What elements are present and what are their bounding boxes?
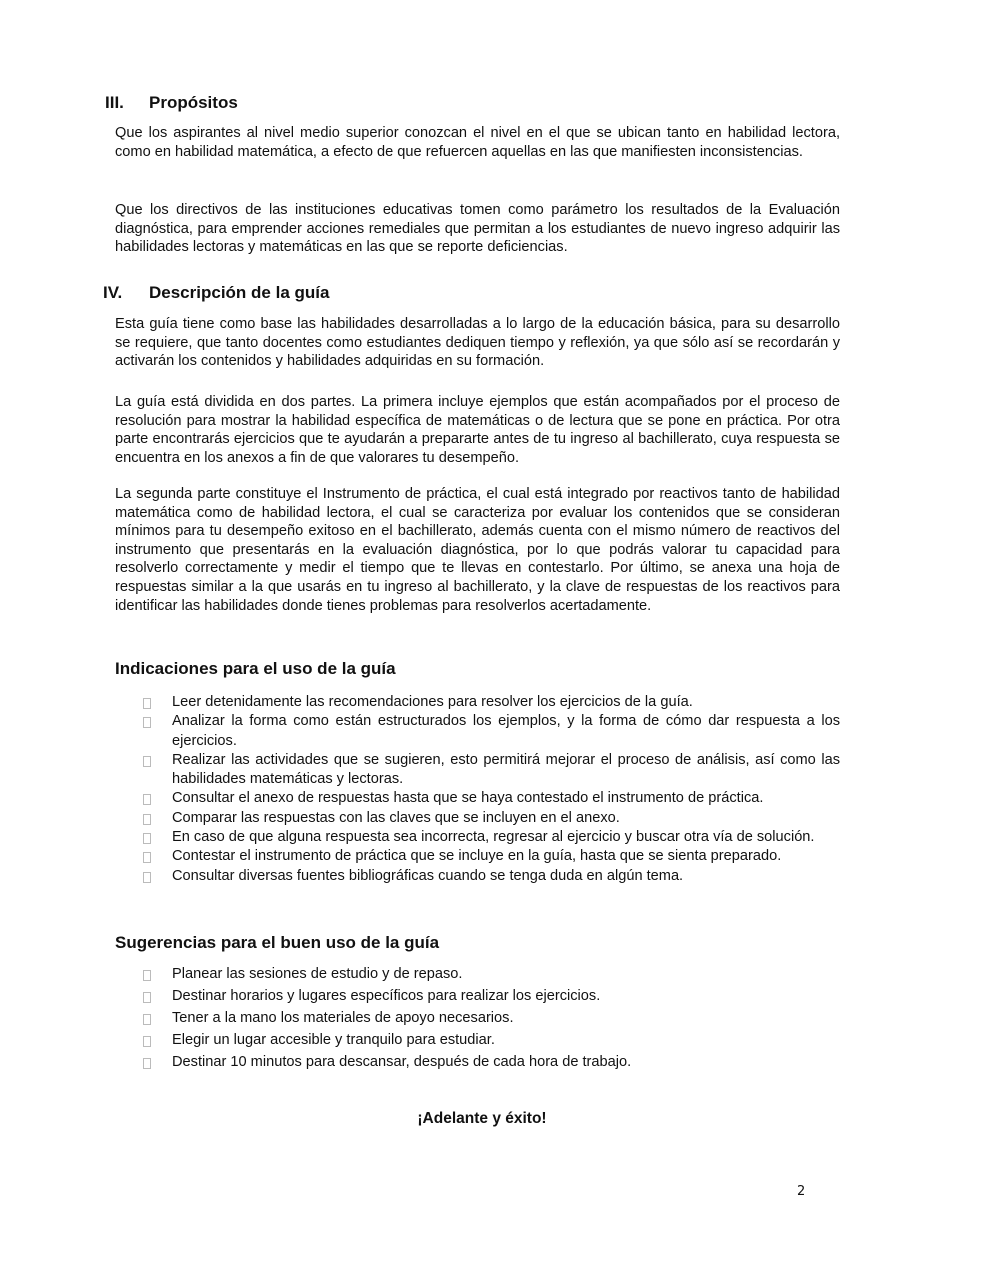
bullet-icon [143, 698, 151, 709]
section-title: Descripción de la guía [149, 283, 330, 302]
bullet-icon [143, 872, 151, 883]
bullet-icon [143, 833, 151, 844]
list-item: Destinar horarios y lugares específicos para realizar los ejercicios. [143, 985, 840, 1007]
indicaciones-list [143, 693, 840, 886]
list-item: Leer detenidamente las recomendaciones para resolver los ejercicios de la guía. [143, 693, 840, 712]
sugerencias-heading: Sugerencias para el buen uso de la guía [115, 933, 440, 952]
list-item: Consultar el anexo de respuestas hasta que se haya contestado el instrumento de práctica. [143, 789, 840, 808]
closing-text: ¡Adelante y éxito! [417, 1110, 547, 1127]
paragraph: La guía está dividida en dos partes. La primera incluye ejemplos que están acompañados por el proceso de resolución para mostrar la habilidad específica de matemáticas o de lectura que se pone en práctica. Por otra parte encontrarás ejercicios que te ayudarán a prepararte antes de tu ingreso al bachillerato, cuya respuesta se encuentra en los anexos a fin de que valorares tu desempeño. [115, 394, 840, 466]
bullet-icon [143, 852, 151, 863]
paragraph: Esta guía tiene como base las habilidades desarrolladas a lo largo de la educación básica, para su desarrollo se requiere, que tanto docentes como estudiantes dediquen tiempo y reflexión, ya que sólo así se recordarán y activarán los contenidos y habilidades adquiridas en su formación. [115, 316, 840, 370]
section-number: III. [105, 93, 124, 112]
bullet-icon [143, 1058, 151, 1069]
section-number: IV. [103, 283, 123, 302]
list-item: Destinar 10 minutos para descansar, después de cada hora de trabajo. [143, 1051, 840, 1073]
sugerencias-list [143, 963, 840, 1073]
list-item: Planear las sesiones de estudio y de repaso. [143, 963, 840, 985]
bullet-icon [143, 814, 151, 825]
bullet-icon [143, 717, 151, 728]
bullet-icon [143, 756, 151, 767]
list-item: En caso de que alguna respuesta sea incorrecta, regresar al ejercicio y buscar otra vía de solución. [143, 828, 840, 847]
list-item: Consultar diversas fuentes bibliográficas cuando se tenga duda en algún tema. [143, 867, 840, 886]
list-item: Realizar las actividades que se sugieren, esto permitirá mejorar el proceso de análisis, así como las habilidades matemáticas y lectoras. [143, 751, 840, 790]
page-number: 2 [797, 1184, 806, 1199]
list-item: Comparar las respuestas con las claves que se incluyen en el anexo. [143, 809, 840, 828]
paragraph: Que los directivos de las instituciones educativas tomen como parámetro los resultados de la Evaluación diagnóstica, para emprender acciones remediales que permitan a los estudiantes de nuevo ingreso adquirir las habilidades lectoras y matemáticas en las que se reporte deficiencias. [115, 202, 840, 256]
paragraph: La segunda parte constituye el Instrumento de práctica, el cual está integrado por reactivos tanto de habilidad matemática como de habilidad lectora, el cual se caracteriza por evaluar los contenidos que se consideran mínimos para tu desempeño exitoso en el bachillerato, además cuenta con el mismo número de reactivos del instrumento que presentarás en la evaluación diagnóstica, por lo que podrás valorar tu capacidad para resolverlo correctamente y medir el tiempo que te llevas en contestarlo. Por último, se anexa una hoja de respuestas similar a la que usarás en tu ingreso al bachillerato, y la clave de respuestas de los reactivos para identificar las habilidades donde tienes problemas para resolverlos acertadamente. [115, 486, 840, 614]
list-item: Analizar la forma como están estructurados los ejemplos, y la forma de cómo dar respuesta a los ejercicios. [143, 712, 840, 751]
bullet-icon [143, 992, 151, 1003]
list-item: Elegir un lugar accesible y tranquilo para estudiar. [143, 1029, 840, 1051]
section-title: Propósitos [149, 93, 238, 112]
bullet-icon [143, 970, 151, 981]
indicaciones-heading: Indicaciones para el uso de la guía [115, 659, 396, 678]
list-item: Contestar el instrumento de práctica que se incluye en la guía, hasta que se sienta preparado. [143, 847, 840, 866]
list-item: Tener a la mano los materiales de apoyo necesarios. [143, 1007, 840, 1029]
bullet-icon [143, 1014, 151, 1025]
bullet-icon [143, 794, 151, 805]
bullet-icon [143, 1036, 151, 1047]
paragraph: Que los aspirantes al nivel medio superior conozcan el nivel en el que se ubican tanto en habilidad lectora, como en habilidad matemática, a efecto de que refuercen aquellas en las que manifiesten inconsistencias. [115, 125, 840, 160]
